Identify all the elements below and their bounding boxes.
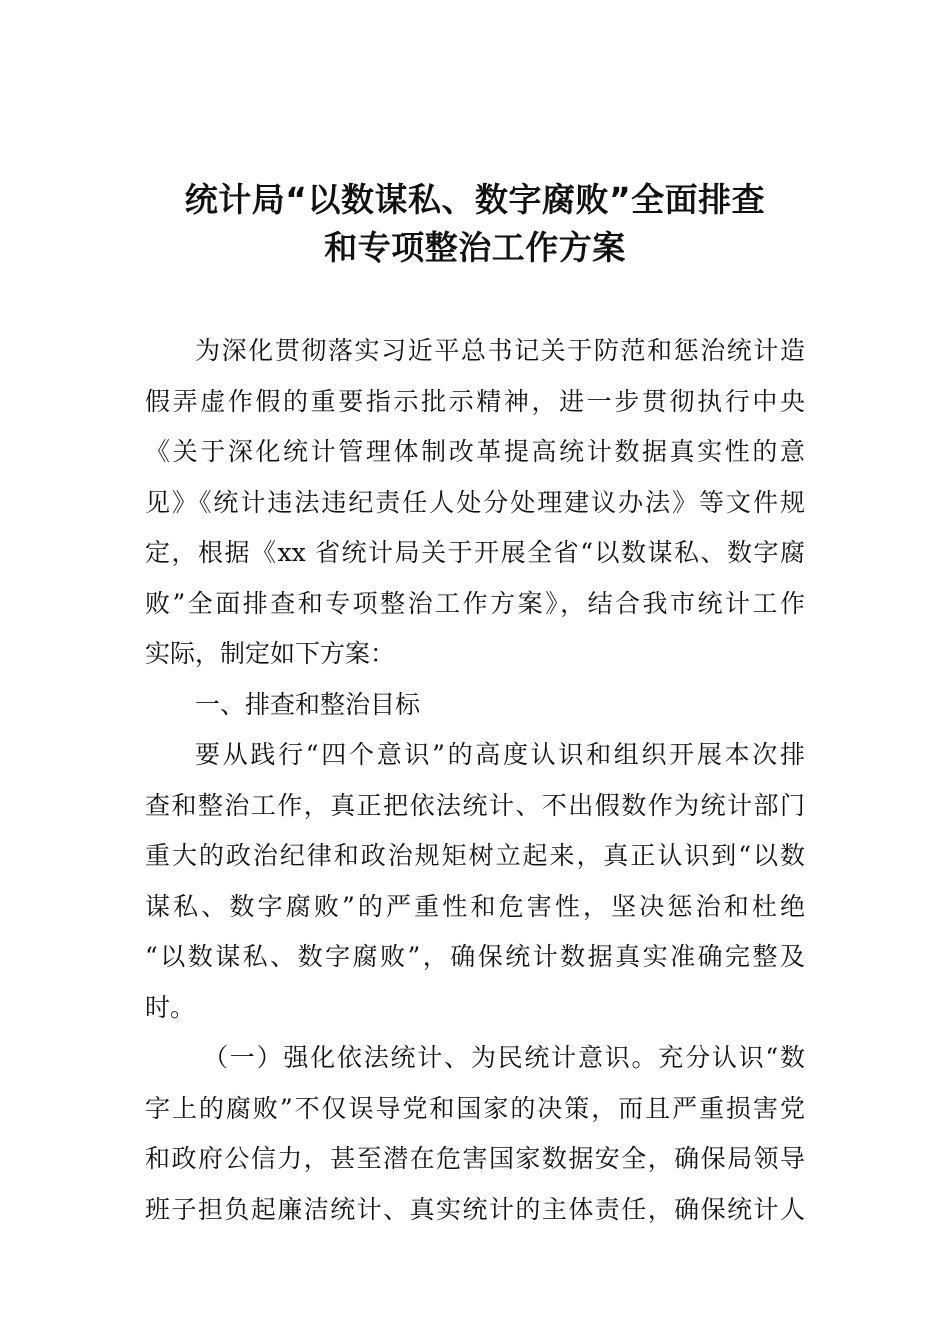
- text-line: “以数谋私、数字腐败”，确保统计数据真实准确完整及: [145, 942, 805, 971]
- text-line: 假弄虚作假的重要指示批示精神，进一步贯彻执行中央: [145, 386, 805, 416]
- text-line: 《关于深化统计管理体制改革提高统计数据真实性的意: [145, 437, 805, 466]
- paragraph-subsection-1: [145, 1033, 805, 1235]
- document-title: [145, 176, 805, 272]
- text-line: 定，根据《xx 省统计局关于开展全省“以数谋私、数字腐: [145, 538, 805, 567]
- text-line: 时。: [145, 992, 196, 1022]
- paragraph-intro: [145, 326, 805, 680]
- text-line: 字上的腐败”不仅误导党和国家的决策，而且严重损害党: [145, 1093, 805, 1123]
- section-heading-text: 一、排查和整治目标: [195, 689, 421, 719]
- text-line: 查和整治工作，真正把依法统计、不出假数作为统计部门: [145, 790, 805, 820]
- text-line: 和政府公信力，甚至潜在危害国家数据安全，确保局领导: [145, 1144, 805, 1173]
- text-line: （一）强化依法统计、为民统计意识。充分认识“数: [203, 1043, 805, 1072]
- document-body: [145, 326, 805, 1235]
- text-line: 重大的政治纪律和政治规矩树立起来，真正认识到“以数: [145, 841, 805, 870]
- text-line: 见》《统计违法违纪责任人处分处理建议办法》等文件规: [145, 487, 805, 517]
- text-line: 班子担负起廉洁统计、真实统计的主体责任，确保统计人: [145, 1194, 805, 1224]
- text-line: 实际，制定如下方案：: [145, 639, 396, 668]
- text-line: 要从践行“四个意识”的高度认识和组织开展本次排: [195, 740, 805, 769]
- text-line: 败”全面排查和专项整治工作方案》，结合我市统计工作: [145, 588, 805, 618]
- paragraph-goals: [145, 730, 805, 1033]
- title-line-2: 和专项整治工作方案: [324, 228, 626, 267]
- section-heading: [145, 680, 805, 731]
- text-line: 为深化贯彻落实习近平总书记关于防范和惩治统计造: [195, 336, 805, 365]
- text-line: 谋私、数字腐败”的严重性和危害性，坚决惩治和杜绝: [145, 891, 805, 921]
- title-line-1: 统计局“以数谋私、数字腐败”全面排查: [184, 180, 766, 219]
